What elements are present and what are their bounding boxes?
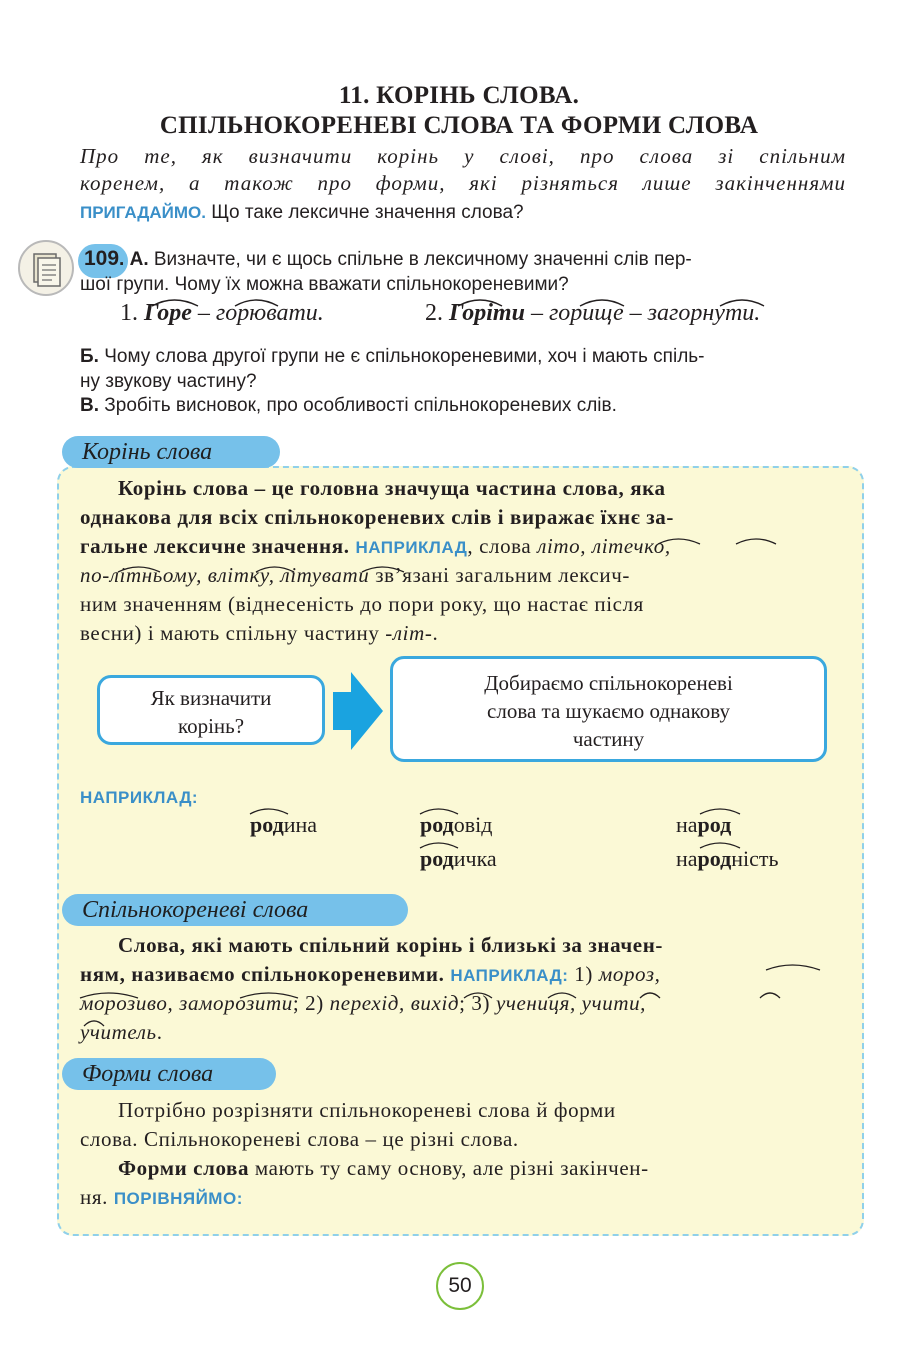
lesson-subtitle-line2: коренем, а також про форми, які різняться лише закінченнями [80, 171, 846, 195]
exercise-part-a-label: . А. [119, 249, 149, 270]
example-root: род [420, 812, 454, 837]
root-definition-line5: ним значенням (віднесеність до пори року, що настає після [80, 592, 644, 616]
cognates-definition-line1 [80, 931, 846, 960]
lesson-subtitle: Про те, як визначити корінь у слові, про слова зі спільним [80, 144, 846, 168]
exercise-part-c-text: Зробіть висновок, про особливості спільнокореневих слів. [99, 395, 617, 416]
example-root: род [420, 846, 454, 871]
root-arcs-cognates [60, 960, 860, 1030]
group2-dash-2: – [629, 300, 642, 326]
forms-text-line4 [80, 1183, 846, 1213]
root-arcs-examples [60, 534, 860, 574]
exercise-part-b-text: Чому слова другої групи не є спільнокореневими, хоч і мають спіль- [98, 346, 705, 367]
section-heading-forms: Форми слова [62, 1058, 276, 1090]
compare-label: ПОРІВНЯЙМО: [113, 1189, 243, 1208]
root-example-words-2: по-літньому, влітку, літувати [80, 563, 370, 587]
forms-term: Форми слова [118, 1156, 250, 1180]
lesson-title-line2: СПІЛЬНОКОРЕНЕВІ СЛОВА ТА ФОРМИ СЛОВА [159, 112, 759, 139]
forms-text-4: ня. [80, 1185, 114, 1209]
example-rest: ність [731, 846, 779, 871]
exercise-part-c [80, 393, 846, 418]
exercise-number: 109 [84, 247, 120, 270]
cognates-sep-2: ; 3) [459, 991, 496, 1015]
cognates-example-label: НАПРИКЛАД: [450, 966, 569, 985]
cognates-example-words-4: учениця, учити, [495, 991, 647, 1015]
root-example-words-1: літо, літечко, [537, 534, 671, 558]
exercise-part-b-line2: ну звукову частину? [80, 371, 257, 392]
example-rest: ичка [453, 846, 497, 871]
question-box [97, 675, 325, 745]
example-root: род [697, 812, 732, 837]
cognates-example-words-3: перехід, вихід [329, 991, 460, 1015]
exercise-part-b [80, 344, 846, 369]
root-definition-line6 [80, 619, 846, 648]
root-def-text-4: зв’язані загальним лексич- [369, 563, 631, 587]
lesson-title: 11. КОРІНЬ СЛОВА. [338, 82, 580, 109]
group1-dash: – [197, 300, 210, 326]
cognates-sep-1: ; 2) [292, 991, 330, 1015]
root-def-text-6: весни) і мають спільну частину [80, 621, 386, 645]
root-part: -літ- [385, 621, 433, 645]
answer-box [390, 656, 827, 762]
examples-label: НАПРИКЛАД: [80, 788, 199, 807]
group2-word-1: Горіти [449, 300, 525, 326]
section-heading-root: Корінь слова [62, 436, 280, 468]
group2-word-3: загорнути. [647, 300, 761, 326]
exercise-part-a [84, 246, 846, 272]
example-rest: ина [283, 812, 318, 837]
group2-dash-1: – [530, 300, 543, 326]
answer-line-3: частину [572, 727, 645, 751]
cognates-def-text-1: Слова, які мають спільний корінь і близькі за значен- [118, 933, 664, 957]
root-arcs-groups [140, 294, 860, 308]
group1-word-2: горювати. [215, 300, 324, 326]
group2-number: 2. [425, 300, 443, 326]
group1-word-1: Горе [144, 300, 192, 326]
exercise-part-a-line2: шої групи. Чому їх можна вважати спільнокореневими? [80, 274, 569, 295]
cognates-example-words-2: морозиво, заморозити [80, 991, 293, 1015]
root-def-text-6-end: . [432, 621, 439, 645]
answer-line-2: слова та шукаємо однакову [487, 699, 730, 723]
answer-line-1: Добираємо спільнокореневі [484, 671, 733, 695]
exercise-notebook-icon [18, 240, 74, 296]
exercise-part-b-label: Б. [80, 346, 99, 367]
example-rest: овід [453, 812, 493, 837]
example-prefix: на [676, 846, 698, 871]
right-arrow-icon [333, 672, 383, 750]
forms-text-line1: Потрібно розрізняти спільнокореневі слова й форми [118, 1098, 616, 1122]
group1-number: 1. [120, 300, 138, 326]
cognates-example-word-1: мороз, [598, 962, 661, 986]
group2-word-2: горище [548, 300, 624, 326]
forms-text-3-rest: мають ту саму основу, але різні закінчен- [249, 1156, 649, 1180]
forms-text-line2: слова. Спільнокореневі слова – це різні слова. [80, 1127, 519, 1151]
cognates-def-text-2: ням, називаємо спільнокореневими. [80, 962, 445, 986]
exercise-part-a-text: Визначте, чи є щось спільне в лексичному значенні слів пер- [148, 249, 692, 270]
root-def-text-3: гальне лексичне значення. [80, 534, 350, 558]
cognates-def-text-2-rest: 1) [568, 962, 599, 986]
question-line-1: Як визначити [150, 686, 272, 710]
question-line-2: корінь? [177, 714, 245, 738]
example-root: род [250, 812, 284, 837]
root-def-text-3-rest: , слова [467, 534, 538, 558]
root-example-label: НАПРИКЛАД [355, 538, 468, 557]
cognates-def-end: . [156, 1020, 163, 1044]
root-arcs-rod [240, 804, 780, 852]
recall-text: Що таке лексичне значення слова? [205, 202, 524, 223]
exercise-part-c-label: В. [80, 395, 99, 416]
root-def-text-2: однакова для всіх спільнокореневих слів і виражає їхнє за- [80, 505, 674, 529]
root-definition-line1 [80, 474, 846, 503]
root-def-text-1: Корінь слова – це головна значуща частина слова, яка [118, 476, 666, 500]
example-prefix: на [676, 812, 698, 837]
section-heading-cognates: Спільнокореневі слова [62, 894, 408, 926]
forms-text-line3 [80, 1154, 846, 1183]
cognates-example-word-5: учитель [80, 1020, 157, 1044]
recall-label: ПРИГАДАЙМО. [80, 203, 206, 222]
page-number: 50 [436, 1262, 484, 1310]
root-definition-line2 [80, 503, 846, 532]
example-root: род [697, 846, 732, 871]
recall-line [80, 202, 524, 224]
